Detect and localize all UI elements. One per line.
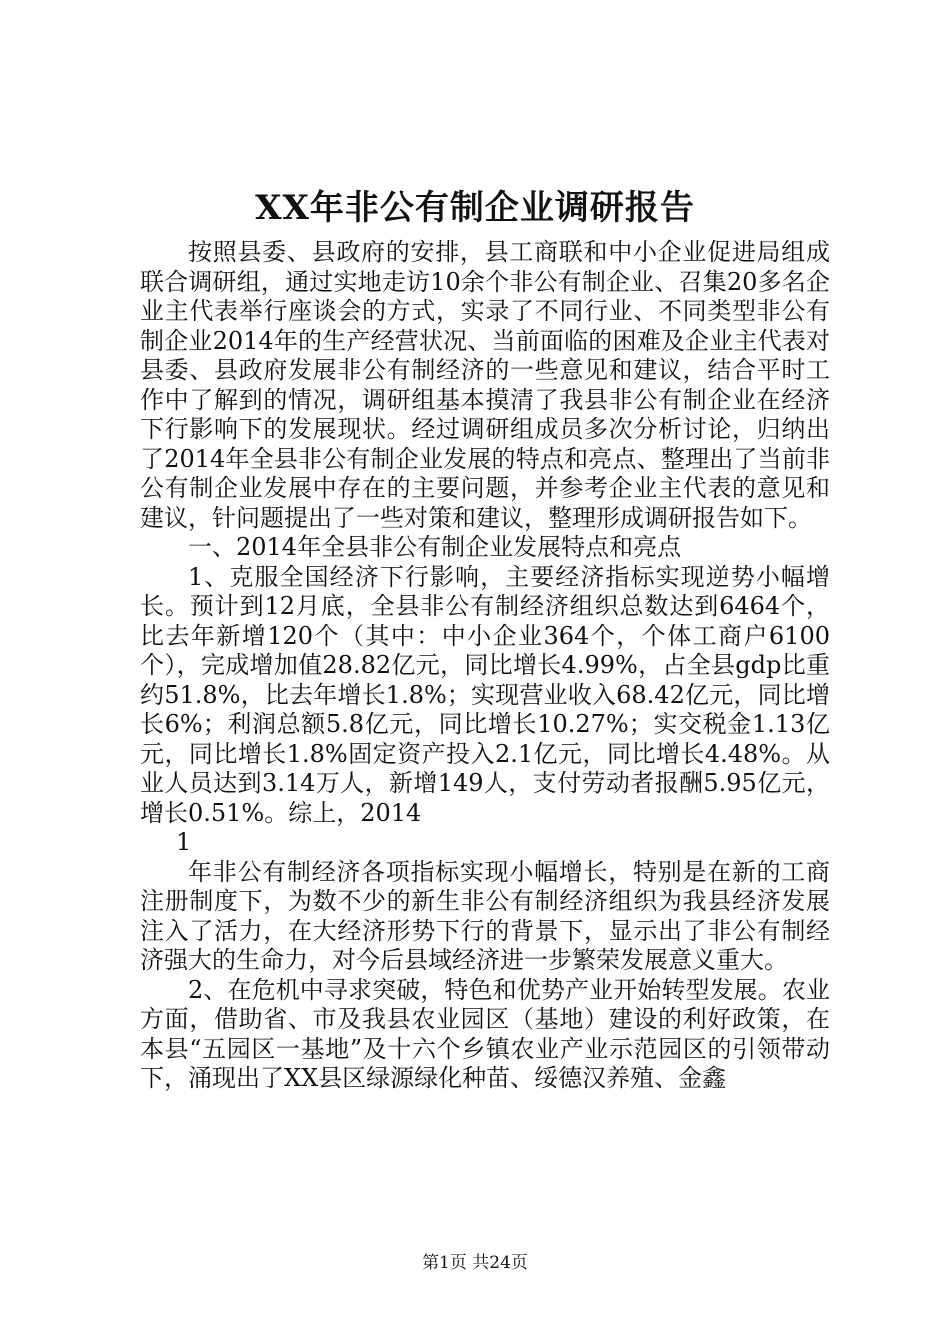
point-2-paragraph: 2、在危机中寻求突破，特色和优势产业开始转型发展。农业方面，借助省、市及我县农业园区（基地）建设的利好政策，在本县“五园区一基地”及十六个乡镇农业产业示范园区的引领带动下，涌现出了XX县区绿源绿化种苗、绥德汉养殖、金鑫 [140, 975, 830, 1092]
document-body [140, 238, 830, 1094]
page-footer: 第1页 共24页 [422, 1253, 528, 1273]
inline-page-number: 1 [176, 828, 192, 856]
intro-paragraph: 按照县委、县政府的安排，县工商联和中小企业促进局组成联合调研组，通过实地走访10余个非公有制企业、召集20多名企业主代表举行座谈会的方式，实录了不同行业、不同类型非公有制企业2014年的生产经营状况、当前面临的困难及企业主代表对县委、县政府发展非公有制经济的一些意见和建议，结合平时工作中了解到的情况，调研组基本摸清了我县非公有制企业在经济下行影响下的发展现状。经过调研组成员多次分析讨论，归纳出了2014年全县非公有制企业发展的特点和亮点、整理出了当前非公有制企业发展中存在的主要问题，并参考企业主代表的意见和建议，针问题提出了一些对策和建议，整理形成调研报告如下。 [140, 238, 830, 532]
point-1-paragraph: 1、克服全国经济下行影响，主要经济指标实现逆势小幅增长。预计到12月底，全县非公有制经济组织总数达到6464个，比去年新增120个（其中：中小企业364个，个体工商户6100个），完成增加值28.82亿元，同比增长4.99%，占全县gdp比重约51.8%，比去年增长1.8%；实现营业收入68.42亿元，同比增长6%；利润总额5.8亿元，同比增长10.27%；实交税金1.13亿元，同比增长1.8%固定资产投入2.1亿元，同比增长4.48%。从业人员达到3.14万人，新增149人，支付劳动者报酬5.95亿元，增长0.51%。综上，2014 [140, 562, 830, 827]
section-heading: 一、2014年全县非公有制企业发展特点和亮点 [188, 533, 682, 561]
document-title: XX年非公有制企业调研报告 [255, 188, 695, 228]
point-1-continuation: 年非公有制经济各项指标实现小幅增长，特别是在新的工商注册制度下，为数不少的新生非公有制经济组织为我县经济发展注入了活力，在大经济形势下行的背景下，显示出了非公有制经济强大的生命力，对今后县域经济进一步繁荣发展意义重大。 [140, 857, 830, 974]
